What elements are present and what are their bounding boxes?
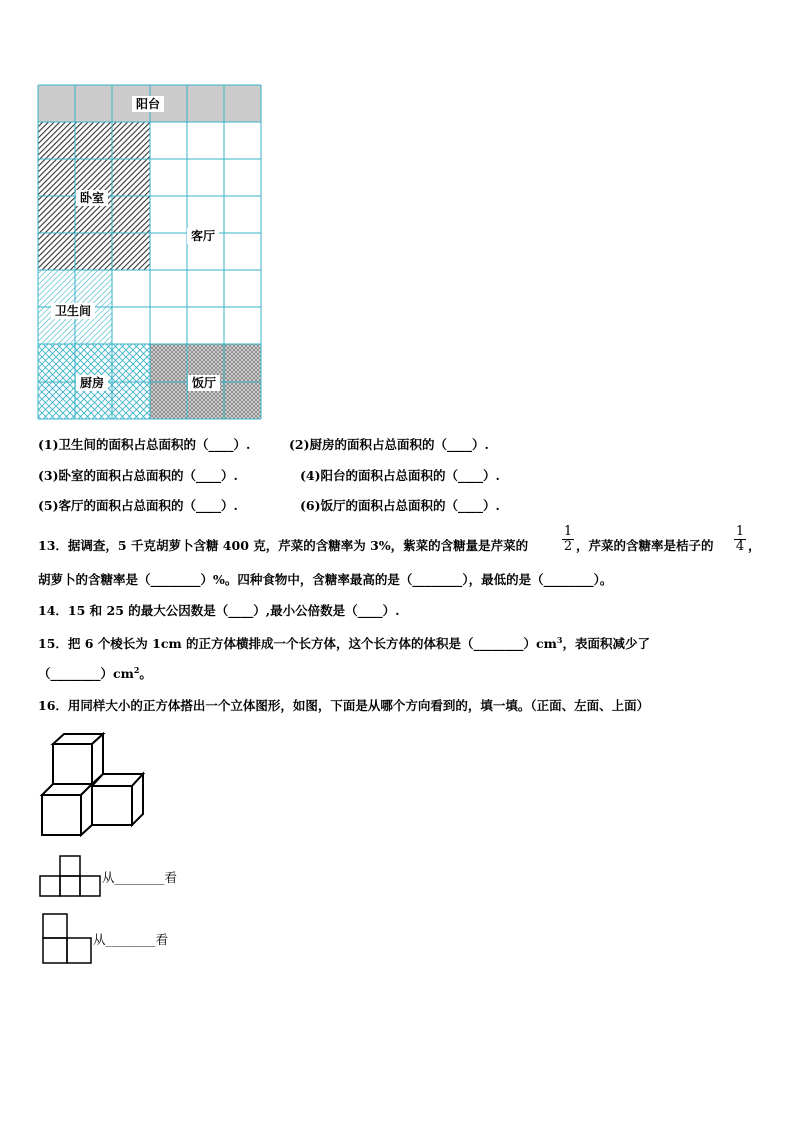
q15-line-1-text: 15．把 6 个棱长为 1cm 的正方体横排成一个长方体，这个长方体的体积是（________）cm (38, 636, 557, 651)
q12-part-6: (6)饭厅的面积占总面积的（____）. (300, 498, 500, 513)
q15-line-1 (38, 636, 650, 652)
view-2-label: 从________看 (93, 932, 169, 947)
q15-line-2-end: 。 (139, 666, 152, 681)
q13-line-1a: 13．据调查，5 千克胡萝卜含糖 400 克，芹菜的含糖率为 3%，紫菜的含糖量是芹菜的 (38, 538, 529, 553)
q12-part-1: (1)卫生间的面积占总面积的（____）. (38, 437, 251, 452)
room-label-bedroom: 卧室 (76, 190, 108, 206)
room-label-living-room: 客厅 (187, 228, 219, 244)
cube-stack-figure (36, 728, 152, 840)
q12-part-4: (4)阳台的面积占总面积的（____）. (300, 468, 500, 483)
q15-line-2-text: （________）cm (38, 666, 134, 681)
q13-fraction-quarter (734, 525, 746, 554)
view-1-figure (38, 854, 102, 900)
q12-part-2: (2)厨房的面积占总面积的（____）. (289, 437, 489, 452)
q13-fraction-half (562, 525, 574, 554)
fraction-denominator: 4 (735, 539, 745, 554)
square-unit-sup: 2 (133, 664, 140, 675)
fraction-numerator: 1 (735, 524, 745, 539)
fraction-numerator: 1 (563, 524, 573, 539)
room-label-bathroom: 卫生间 (51, 303, 95, 319)
q16-text: 16．用同样大小的正方体搭出一个立体图形，如图，下面是从哪个方向看到的，填一填。（正面、左面、上面） (38, 698, 650, 713)
room-label-kitchen: 厨房 (76, 375, 108, 391)
q13-line-1b: ，芹菜的含糖率是桔子的 (576, 538, 714, 553)
q14-text: 14．15 和 25 的最大公因数是（____）,最小公倍数是（____）. (38, 603, 400, 618)
room-label-balcony: 阳台 (132, 96, 164, 112)
room-label-dining: 饭厅 (188, 375, 220, 391)
q13-line-2: 胡萝卜的含糖率是（________）%。四种食物中，含糖率最高的是（________），最低的是（________）。 (38, 572, 613, 587)
view-2-figure (40, 912, 96, 966)
q13-line-1c: ， (748, 538, 761, 553)
q12-part-3: (3)卧室的面积占总面积的（____）. (38, 468, 238, 483)
q12-part-5: (5)客厅的面积占总面积的（____）. (38, 498, 238, 513)
q15-line-1-end: ，表面积减少了 (562, 636, 650, 651)
fraction-denominator: 2 (563, 539, 573, 554)
cube-unit-sup: 3 (556, 634, 563, 645)
view-1-label: 从________看 (102, 870, 178, 885)
floor-plan-diagram (30, 78, 270, 426)
q15-line-2 (38, 666, 152, 682)
